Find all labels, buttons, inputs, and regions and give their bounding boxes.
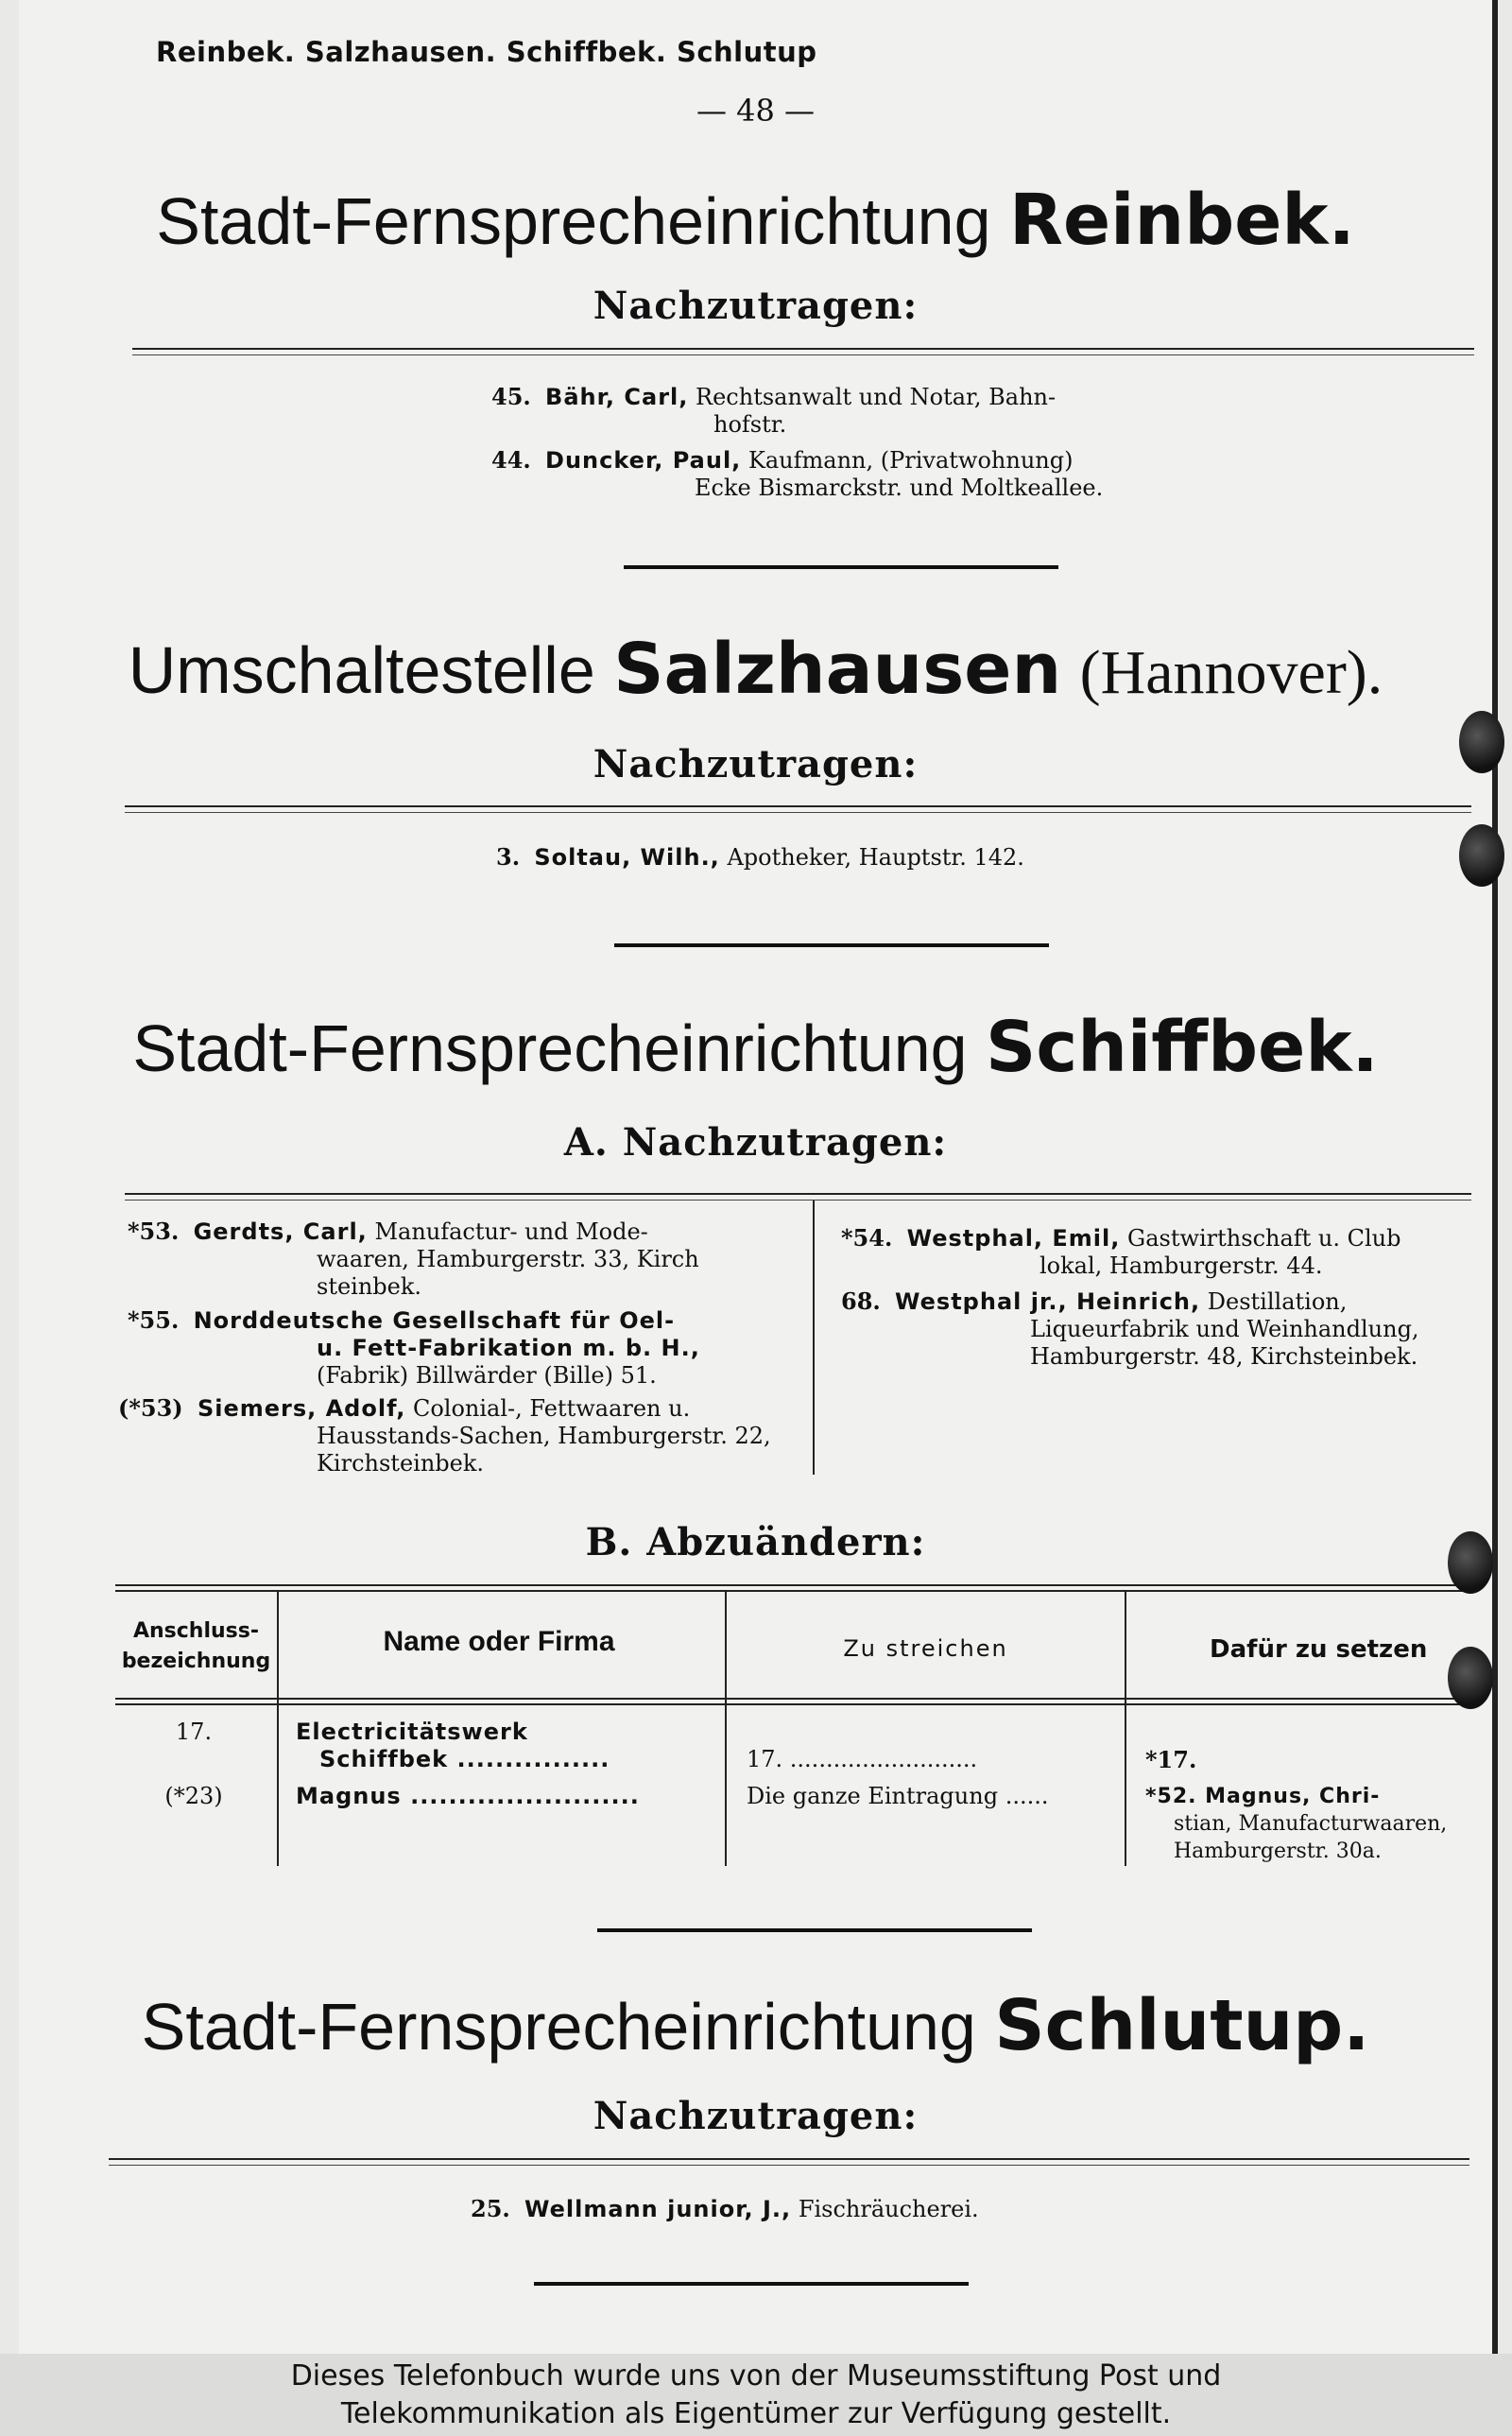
section-title-salzhausen: Umschaltestelle Salzhausen (Hannover).	[128, 629, 1383, 710]
table-header-anschluss: Anschluss- bezeichnung	[121, 1619, 271, 1673]
table-cell: *17.	[1145, 1746, 1197, 1773]
place-name-reinbek: Reinbek.	[1009, 180, 1355, 261]
table-cell: (*23)	[164, 1783, 223, 1809]
list-item: 3. Soltau, Wilh., Apotheker, Hauptstr. 142.	[496, 843, 1024, 871]
table-cell: Die ganze Eintragung ......	[747, 1783, 1049, 1809]
table-cell: 17. ..........................	[747, 1746, 978, 1772]
table-cell: 17.	[175, 1719, 213, 1745]
subtitle-schiffbek-a: A. Nachzutragen:	[563, 1120, 948, 1165]
divider	[624, 565, 1058, 569]
divider	[109, 2158, 1469, 2166]
subtitle-salzhausen: Nachzutragen:	[593, 742, 919, 786]
section-title-schlutup: Stadt-Fernsprecheinrichtung Schlutup.	[141, 1985, 1370, 2066]
binding-hole	[1448, 1647, 1493, 1709]
list-item: (*53) Siemers, Adolf, Colonial-, Fettwaaren u. Hausstands-Sachen, Hamburgerstr. 22, Kirchsteinbek.	[118, 1394, 771, 1477]
table-border-top	[115, 1584, 1467, 1586]
table-header-name: Name oder Firma	[383, 1626, 615, 1657]
binding-hole	[1459, 824, 1504, 887]
place-name-salzhausen: Salzhausen	[613, 629, 1062, 710]
column-divider	[813, 1201, 815, 1475]
binding-hole	[1448, 1531, 1493, 1594]
table-border-top	[115, 1590, 1467, 1592]
table-header-border	[115, 1698, 1467, 1700]
divider	[597, 1928, 1032, 1932]
footer-notice: Dieses Telefonbuch wurde uns von der Museumsstiftung Post und Telekommunikation als Eigentümer zur Verfügung gestellt.	[0, 2354, 1512, 2436]
page-number: — 48 —	[696, 93, 816, 129]
list-item: *55. Norddeutsche Gesellschaft für Oel- u. Fett-Fabrikation m. b. H., (Fabrik) Billwärder (Bille) 51.	[128, 1306, 700, 1389]
binding-hole	[1459, 711, 1504, 773]
list-item: 45. Bähr, Carl, Rechtsanwalt und Notar, Bahn- hofstr.	[491, 383, 1057, 438]
divider	[614, 943, 1049, 947]
list-item: 44. Duncker, Paul, Kaufmann, (Privatwohnung) Ecke Bismarckstr. und Moltkeallee.	[491, 446, 1104, 501]
column-divider	[1125, 1592, 1126, 1866]
table-header-border	[115, 1703, 1467, 1705]
table-cell: *52. Magnus, Chri- stian, Manufacturwaaren, Hamburgerstr. 30a.	[1145, 1785, 1448, 1863]
list-item: *54. Westphal, Emil, Gastwirthschaft u. Club lokal, Hamburgerstr. 44.	[841, 1224, 1401, 1279]
place-name-schiffbek: Schiffbek.	[986, 1007, 1379, 1088]
section-title-schiffbek: Stadt-Fernsprecheinrichtung Schiffbek.	[132, 1007, 1379, 1088]
phonebook-page	[19, 0, 1498, 2354]
place-name-schlutup: Schlutup.	[994, 1985, 1370, 2066]
subtitle-schiffbek-b: B. Abzuändern:	[585, 1520, 926, 1564]
divider	[125, 805, 1471, 813]
list-item: 68. Westphal jr., Heinrich, Destillation, Liqueurfabrik und Weinhandlung, Hamburgerstr. 48, Kirchsteinbek.	[841, 1287, 1419, 1370]
divider	[534, 2282, 969, 2286]
table-header-streichen: Zu streichen	[843, 1635, 1008, 1662]
running-title: Reinbek. Salzhausen. Schiffbek. Schlutup	[156, 36, 817, 68]
subtitle-reinbek: Nachzutragen:	[593, 284, 919, 328]
column-divider	[277, 1592, 279, 1866]
table-header-setzen: Dafür zu setzen	[1210, 1635, 1428, 1664]
divider	[125, 1193, 1471, 1201]
list-item: *53. Gerdts, Carl, Manufactur- und Mode- waaren, Hamburgerstr. 33, Kirch steinbek.	[128, 1218, 699, 1300]
section-title-reinbek: Stadt-Fernsprecheinrichtung Reinbek.	[156, 180, 1355, 261]
divider	[132, 348, 1474, 355]
subtitle-schlutup: Nachzutragen:	[593, 2094, 919, 2138]
table-cell: Electricitätswerk Schiffbek ................	[296, 1719, 610, 1772]
list-item: 25. Wellmann junior, J., Fischräucherei.	[471, 2195, 979, 2222]
table-cell: Magnus ........................	[296, 1783, 640, 1809]
